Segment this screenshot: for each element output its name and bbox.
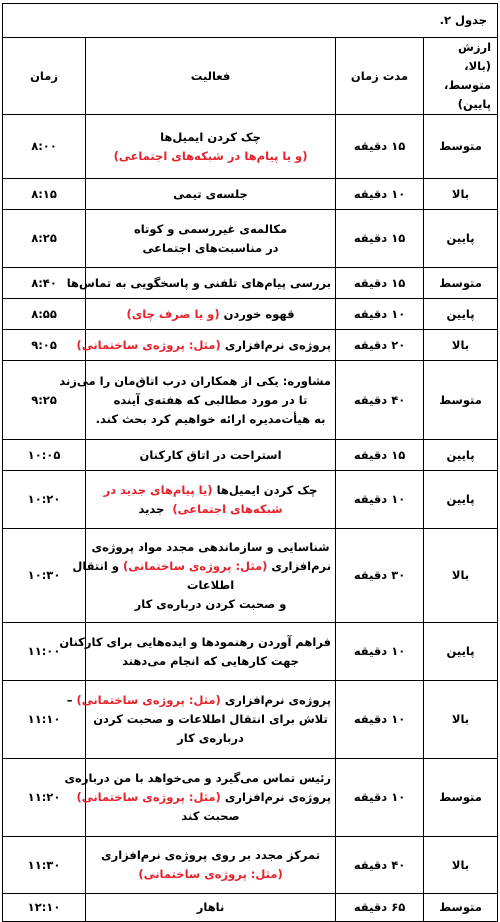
time-cell: ۱۰:۰۵ — [3, 440, 86, 471]
duration-cell: ۶۵ دقیقه — [336, 894, 424, 922]
activity-text: تلاش برای انتقال اطلاعات و صحبت کردن — [93, 712, 328, 726]
activity-text: اطلاعات — [186, 577, 235, 592]
value-cell: بالا — [424, 681, 498, 759]
table-caption: جدول ۲. — [3, 4, 498, 38]
activity-text: جلسه‌ی تیمی — [173, 186, 248, 201]
activity-text: فراهم آوردن رهنمودها و ایده‌هایی برای کارکنان — [59, 634, 332, 649]
duration-cell: ۱۵ دقیقه — [336, 115, 424, 179]
activity-cell — [86, 179, 336, 210]
activity-cell — [59, 623, 336, 681]
duration-cell: ۱۰ دقیقه — [336, 623, 424, 681]
activity-text: پروژه‌ی نرم‌افزاری — [220, 790, 332, 804]
activity-cell — [86, 440, 336, 471]
header-time: زمان — [3, 38, 86, 115]
activity-cell — [76, 330, 336, 361]
time-cell: ۱۰:۲۰ — [3, 471, 86, 529]
activity-text: نرم‌افزاری — [267, 558, 332, 573]
activity-cell — [66, 268, 336, 299]
activity-text: رئیس تماس می‌گیرد و می‌خواهد با من درباره‌ی — [64, 771, 332, 785]
activity-cell — [86, 210, 336, 268]
activity-text: شناسایی و سازماندهی مجدد مواد پروژه‌ی — [91, 539, 330, 554]
activity-cell — [86, 837, 336, 894]
activity-line — [90, 865, 331, 884]
activity-text: جدید — [138, 501, 173, 516]
duration-cell: ۱۵ دقیقه — [336, 210, 424, 268]
activity-line — [90, 410, 331, 429]
header-value: ارزش (بالا، متوسط، پایین) — [424, 38, 498, 115]
activity-note-red: (مثل: پروژه‌ی ساختمانی) — [76, 693, 221, 707]
table-row — [3, 330, 498, 361]
activity-cell — [59, 361, 336, 440]
schedule-document — [2, 3, 497, 922]
activity-text: به هیأت‌مدیره ارائه خواهیم کرد بحث کند. — [95, 411, 326, 426]
activity-text: در مناسبت‌های اجتماعی — [142, 240, 279, 255]
activity-text: مکالمه‌ی غیررسمی و کوتاه — [133, 221, 288, 236]
activity-line — [90, 446, 331, 465]
table-row — [3, 115, 498, 179]
duration-cell: ۱۰ دقیقه — [336, 759, 424, 837]
time-cell: ۸:۱۵ — [3, 179, 86, 210]
table-row — [3, 681, 498, 759]
activity-text: – — [66, 693, 77, 707]
table-row — [3, 299, 498, 330]
value-cell: پایین — [424, 299, 498, 330]
activity-line — [90, 846, 331, 865]
time-cell: ۱۲:۱۰ — [3, 894, 86, 922]
time-cell: ۸:۴۰ — [3, 268, 86, 299]
activity-line — [90, 807, 331, 826]
activity-text: و صحبت کردن درباره‌ی کار — [134, 596, 287, 611]
activity-line — [90, 538, 331, 557]
activity-text: تمرکز مجدد بر روی پروژه‌ی نرم‌افزاری — [101, 848, 321, 862]
header-duration: مدت زمان — [336, 38, 424, 115]
activity-line — [59, 372, 332, 391]
value-cell: پایین — [424, 471, 498, 529]
table-row — [3, 210, 498, 268]
schedule-table — [2, 3, 498, 922]
activity-cell — [86, 299, 336, 330]
activity-text: ناهار — [196, 900, 225, 914]
activity-line — [90, 898, 331, 917]
value-cell: بالا — [424, 179, 498, 210]
value-cell: بالا — [424, 529, 498, 623]
header-row — [3, 38, 498, 115]
value-cell: پایین — [424, 210, 498, 268]
activity-line — [66, 274, 332, 293]
time-cell: ۱۱:۰۰ — [3, 623, 86, 681]
duration-cell: ۴۰ دقیقه — [336, 837, 424, 894]
activity-line — [90, 185, 331, 204]
table-row — [3, 894, 498, 922]
value-cell: پایین — [424, 440, 498, 471]
table-row — [3, 759, 498, 837]
header-activity: فعالیت — [86, 38, 336, 115]
duration-cell: ۱۰ دقیقه — [336, 299, 424, 330]
activity-text: تا در مورد مطالبی که هفته‌ی آینده — [113, 392, 308, 407]
activity-line — [59, 633, 332, 652]
activity-line — [76, 336, 332, 355]
duration-cell: ۳۰ دقیقه — [336, 529, 424, 623]
duration-cell: ۴۰ دقیقه — [336, 361, 424, 440]
duration-cell: ۱۰ دقیقه — [336, 681, 424, 759]
activity-text: مشاوره: یکی از همکاران درب اتاق‌مان را می‌زند — [59, 373, 332, 388]
duration-cell: ۱۰ دقیقه — [336, 471, 424, 529]
time-cell: ۹:۲۵ — [3, 361, 86, 440]
table-row — [3, 529, 498, 623]
table-row — [3, 623, 498, 681]
activity-note-red: (مثل: پروژه‌ی ساختمانی) — [76, 790, 221, 804]
table-row — [3, 471, 498, 529]
activity-line — [90, 500, 331, 519]
activity-text: صحبت کند — [181, 809, 240, 823]
activity-line — [66, 691, 332, 710]
activity-note-red: (یا پیام‌های جدید در — [103, 482, 213, 497]
activity-text: پروژه‌ی نرم‌افزاری — [220, 693, 332, 707]
activity-text: چک کردن ایمیل‌ها — [160, 129, 261, 144]
activity-line — [64, 769, 332, 788]
activity-text: قهوه خوردن — [219, 306, 295, 321]
value-cell: متوسط — [424, 268, 498, 299]
activity-note-red: شبکه‌های اجتماعی) — [172, 501, 283, 516]
time-cell: ۹:۰۵ — [3, 330, 86, 361]
activity-note-red: (و یا صرف چای) — [126, 306, 220, 321]
activity-line — [90, 595, 331, 614]
activity-cell — [72, 529, 336, 623]
caption-row — [3, 4, 498, 38]
activity-line — [90, 710, 331, 729]
value-cell: متوسط — [424, 894, 498, 922]
activity-line — [90, 305, 331, 324]
table-row — [3, 268, 498, 299]
activity-line — [90, 576, 331, 595]
activity-text: بررسی پیام‌های تلفنی و پاسخگویی به تماس‌ها — [66, 275, 332, 290]
activity-note-red: (مثل: پروژه‌ی ساختمانی) — [76, 337, 221, 352]
duration-cell: ۱۵ دقیقه — [336, 268, 424, 299]
value-cell: بالا — [424, 837, 498, 894]
activity-line — [76, 788, 332, 807]
activity-note-red: (و یا پیام‌ها در شبکه‌های اجتماعی) — [113, 148, 308, 163]
table-row — [3, 179, 498, 210]
activity-text: استراحت در اتاق کارکنان — [139, 447, 282, 462]
activity-cell — [86, 471, 336, 529]
activity-line — [90, 239, 331, 258]
activity-cell — [86, 894, 336, 922]
time-cell: ۱۰:۳۰ — [3, 529, 86, 623]
activity-line — [90, 729, 331, 748]
duration-cell: ۱۵ دقیقه — [336, 440, 424, 471]
duration-cell: ۱۰ دقیقه — [336, 179, 424, 210]
activity-line — [90, 128, 331, 147]
table-row — [3, 361, 498, 440]
activity-note-red: (مثل: پروژه‌ی ساختمانی) — [138, 867, 283, 881]
activity-note-red: (مثل: پروژه‌ی ساختمانی) — [123, 558, 268, 573]
value-cell: متوسط — [424, 759, 498, 837]
activity-text: درباره‌ی کار — [177, 731, 244, 745]
activity-line — [90, 391, 331, 410]
table-row — [3, 440, 498, 471]
activity-text: و انتقال — [72, 558, 124, 573]
activity-text: جهت کارهایی که انجام می‌دهند — [122, 653, 299, 668]
activity-line — [72, 557, 332, 576]
time-cell: ۸:۵۵ — [3, 299, 86, 330]
activity-text: چک کردن ایمیل‌ها — [212, 482, 318, 497]
activity-line — [90, 652, 331, 671]
time-cell: ۸:۲۵ — [3, 210, 86, 268]
value-cell: متوسط — [424, 115, 498, 179]
activity-line — [90, 481, 331, 500]
value-cell: متوسط — [424, 361, 498, 440]
activity-cell — [66, 681, 336, 759]
activity-cell — [86, 115, 336, 179]
time-cell: ۱۱:۲۰ — [3, 759, 86, 837]
duration-cell: ۲۰ دقیقه — [336, 330, 424, 361]
table-row — [3, 837, 498, 894]
value-cell: پایین — [424, 623, 498, 681]
time-cell: ۱۱:۱۰ — [3, 681, 86, 759]
time-cell: ۸:۰۰ — [3, 115, 86, 179]
activity-cell — [64, 759, 336, 837]
value-cell: بالا — [424, 330, 498, 361]
activity-line — [90, 220, 331, 239]
activity-text: پروژه‌ی نرم‌افزاری — [220, 337, 332, 352]
activity-line — [90, 147, 331, 166]
time-cell: ۱۱:۳۰ — [3, 837, 86, 894]
